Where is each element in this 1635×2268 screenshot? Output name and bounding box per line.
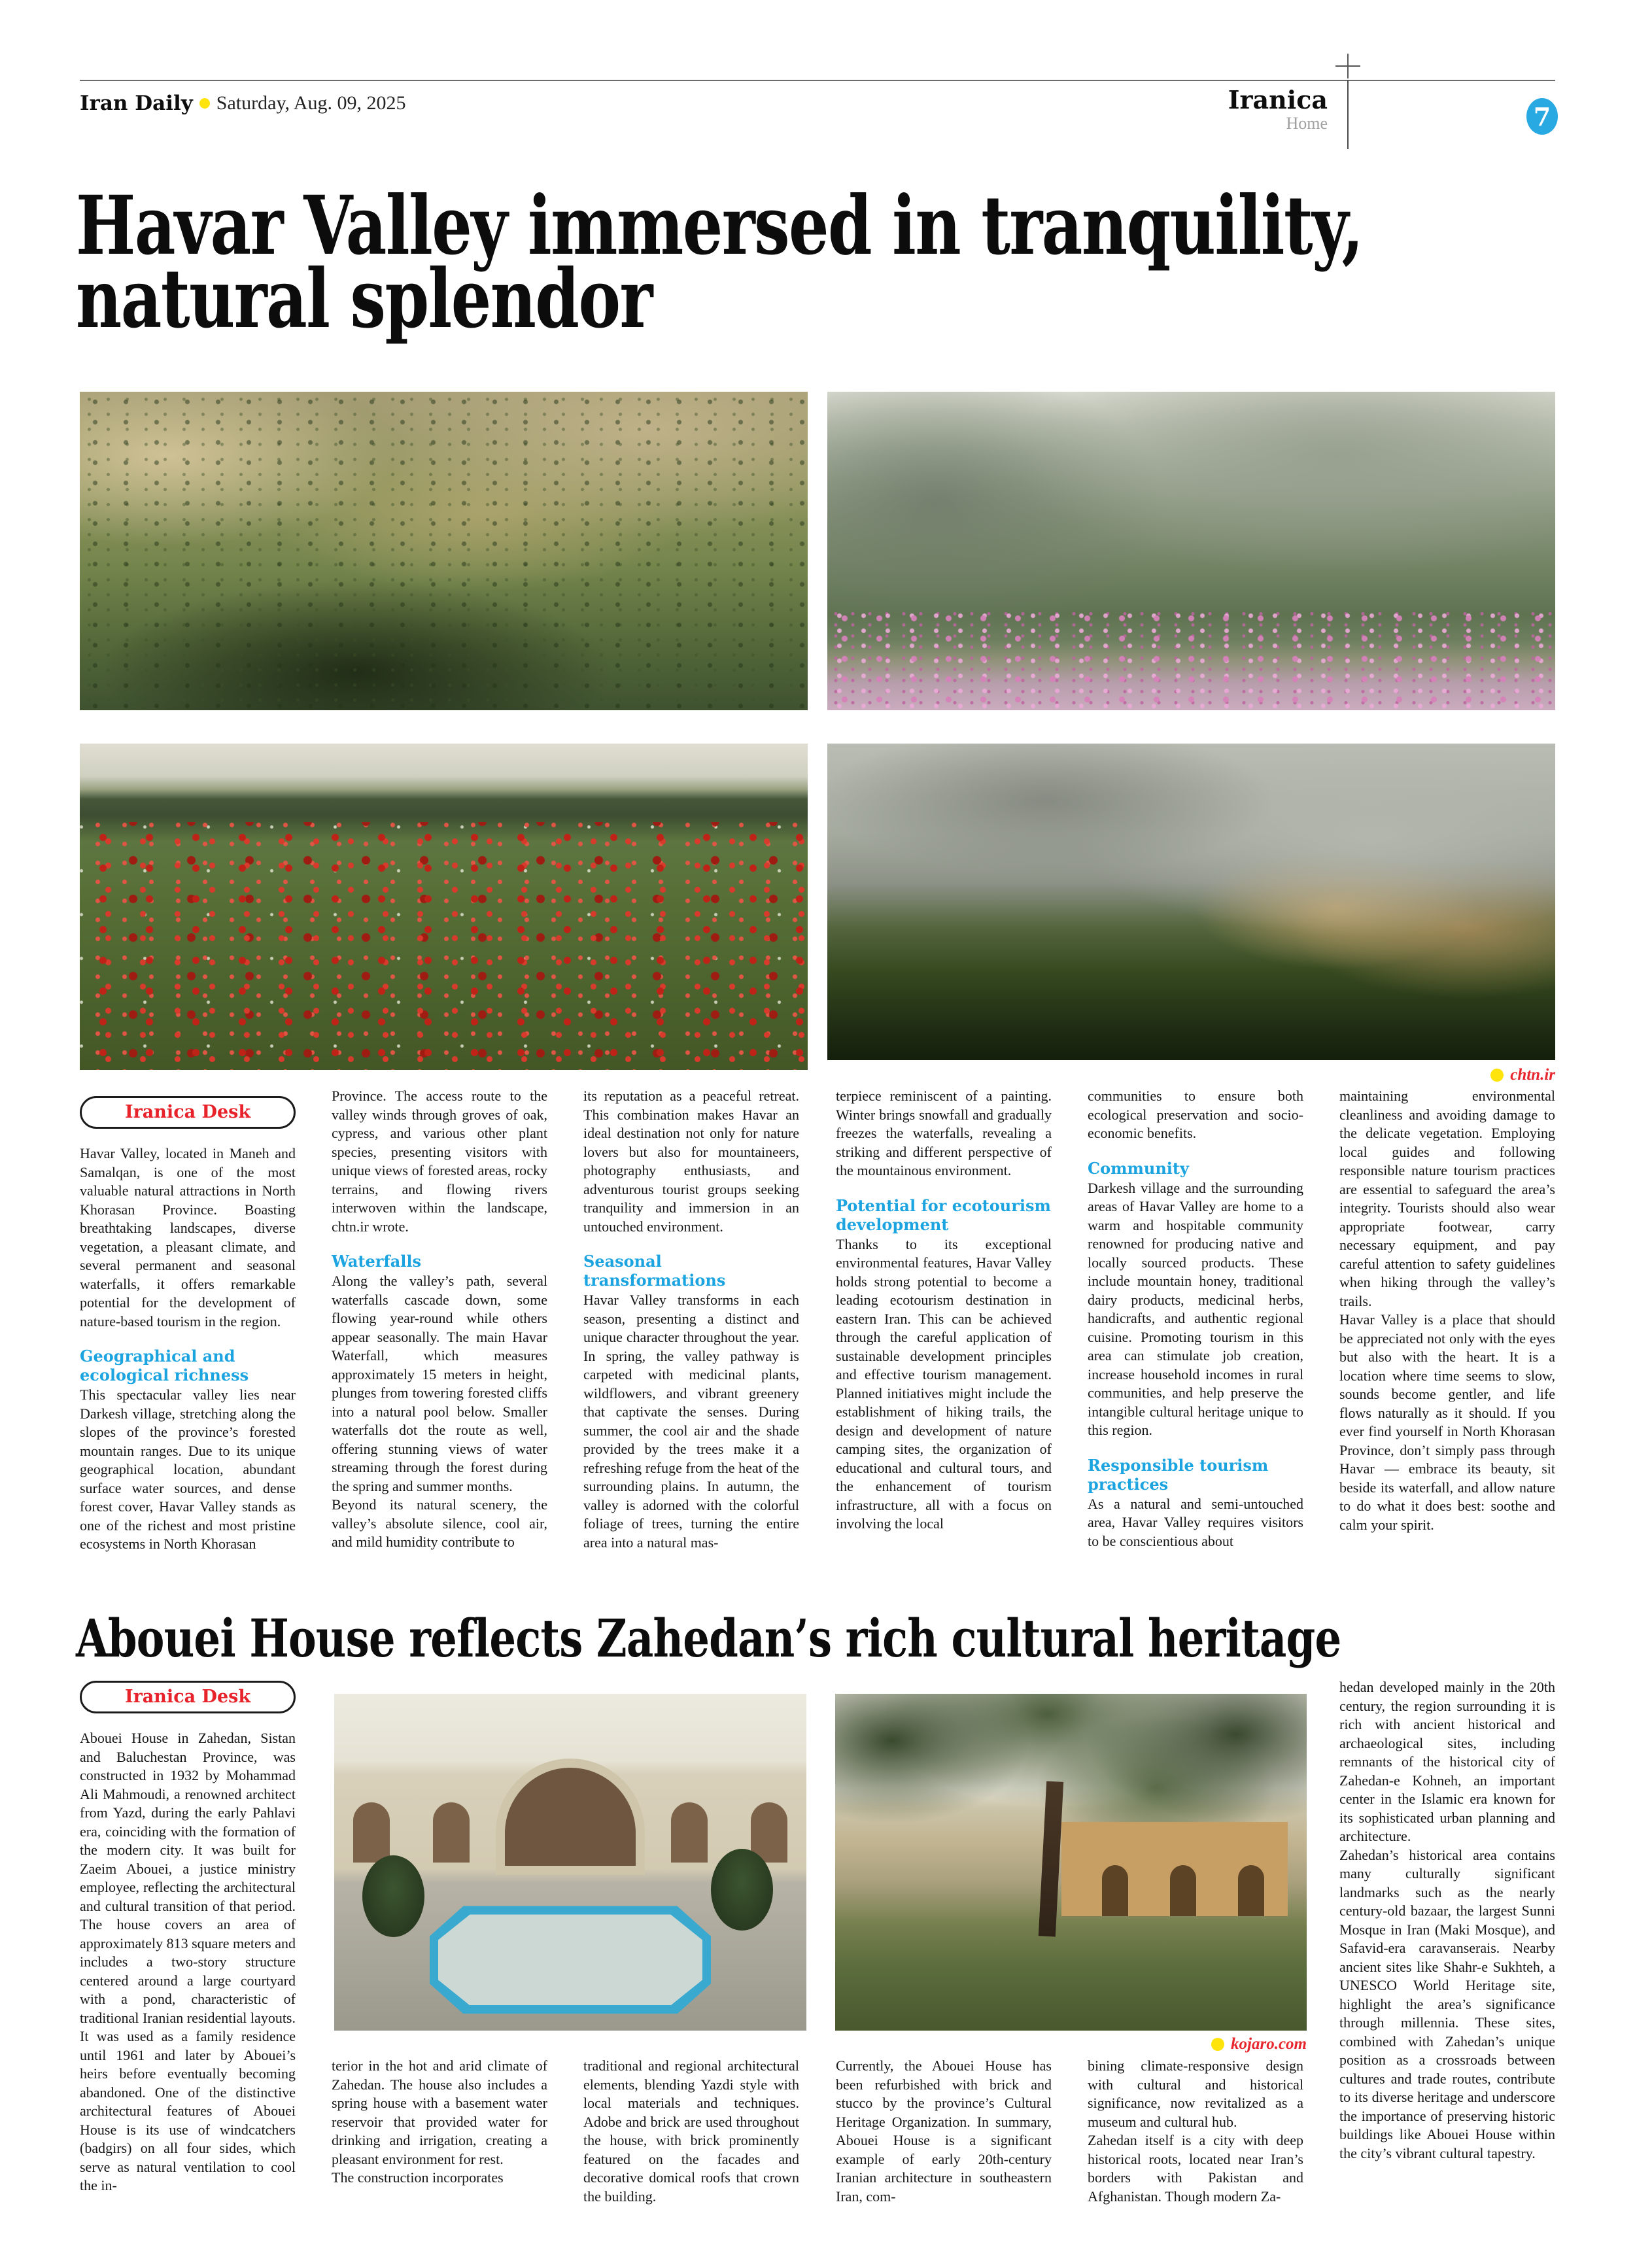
body-paragraph: Zahedan’s historical area contains many culturally significant landmarks such as the nearly century-old bazaar, the largest Sunni Mosque in Iran (Maki Mosque), and Safavid-era caravanserais. Nearby ancient sites like Shahr-e Sukhteh, a UNESCO World Heritage site, highlight the area’s significance through millennia. These sites, combined with Zahedan’s unique position as a crossroads between cultures and trade routes, contribute to its diverse heritage and underscore the importance of preserving historic buildings like Abouei House within the city’s vibrant cultural tapestry. — [1339, 1846, 1555, 2161]
article2-column-3 — [583, 2057, 799, 2206]
body-paragraph: Abouei House in Zahedan, Sistan and Baluchestan Province, was constructed in 1932 by Mohammad Ali Mahmoudi, a renowned architect from Yazd, during the early Pahlavi era, coinciding with the formation of the modern city. It was built for Zaeim Abouei, a justice ministry employee, reflecting the architectural and cultural transition of that period. The house covers an area of approximately 813 square meters and includes a two-story structure centered around a large courtyard with a pond, characteristic of traditional Iranian residential layouts. It was used as a family residence until 1961 and later by Abouei’s heirs before eventually becoming abandoned. One of the distinctive architectural features of Abouei House is its use of windcatchers (badgirs) on all four sides, which serve as natural ventilation to cool the in- — [80, 1730, 296, 2193]
arch-shape — [671, 1802, 708, 1863]
arch-shape — [433, 1802, 470, 1863]
article1-column-6 — [1339, 1087, 1555, 1534]
iranica-desk-badge — [80, 1096, 296, 1129]
body-paragraph: Thanks to its exceptional environmental features, Havar Valley holds strong potential to become a leading ecotourism destination in eastern Iran. This can be achieved through the careful application of sustainable development principles and effective tourism management. Planned initiatives might include the establishment of hiking trails, the design and development of nature camping sites, the organization of educational and cultural tours, and the enhancement of tourism infrastructure, all with a focus on involving the local — [836, 1235, 1052, 1532]
article1-headline — [76, 179, 1363, 347]
article1-column-5 — [1088, 1087, 1303, 1551]
body-paragraph: Zahedan itself is a city with deep historical roots, located near Iran’s borders with Pakistan and Afghanistan. Though modern Za- — [1088, 2132, 1303, 2205]
body-paragraph: Along the valley’s path, several waterfalls cascade down, some flowing year-round while others appear seasonally. The main Havar Waterfall, which measures approximately 15 meters in height, plunges from towering forested cliffs into a natural pool below. Smaller waterfalls dot the route as well, offering stunning views of water streaming through the forest during the spring and summer months. — [332, 1273, 547, 1494]
photo-credit-text: chtn.ir — [1510, 1066, 1555, 1084]
body-paragraph: Havar Valley, located in Maneh and Samalqan, is one of the most valuable natural attractions in North Khorasan Province. Boasting breathtaking landscapes, diverse vegetation, a pleasant climate, and several permanent and seasonal waterfalls, it offers remarkable potential for the development of nature-based tourism in the region. — [80, 1145, 296, 1330]
body-paragraph: Darkesh village and the surrounding areas of Havar Valley are home to a warm and hospitable community renowned for producing native and locally sourced products. These include mountain honey, traditional dairy products, medicinal herbs, handicrafts, and authentic regional cuisine. Promoting tourism in this area can stimulate job creation, increase household incomes in rural communities, and help preserve the intangible cultural heritage unique to this region. — [1088, 1179, 1303, 1438]
yellow-dot-icon — [1211, 2038, 1224, 2051]
photo-flower-layer — [827, 608, 1555, 710]
section-header — [1228, 86, 1328, 133]
photo-credit-text: kojaro.com — [1231, 2035, 1307, 2053]
photo-poppy-field — [80, 744, 808, 1070]
article1-column-3 — [583, 1087, 799, 1552]
article1-column-1 — [80, 1096, 296, 1554]
photo-abouei-garden — [835, 1694, 1307, 2031]
section-subhead: Seasonal transformations — [583, 1252, 726, 1290]
photo-mountain-flowers — [827, 392, 1555, 710]
article2-column-4 — [836, 2057, 1052, 2206]
section-subhead: Potential for ecotourism development — [836, 1195, 1051, 1234]
article2-column-2 — [332, 2057, 547, 2188]
headline-line-2: natural splendor — [76, 252, 652, 347]
article1-column-2 — [332, 1087, 547, 1552]
door-shape — [1170, 1865, 1196, 1916]
header-divider — [1347, 80, 1349, 149]
article2-column-6 — [1339, 1678, 1555, 2163]
desk-badge-label: Iranica Desk — [124, 1101, 251, 1122]
body-paragraph: hedan developed mainly in the 20th century, the region surrounding it is rich with ancient historical and archaeological sites, including remnants of the historical city of Zahedan-e Kohneh, an important center in the Islamic era known for its sophisticated urban planning and architecture. — [1339, 1679, 1555, 1844]
body-paragraph: This spectacular valley lies near Darkesh village, stretching along the slopes of the province’s forested mountain ranges. Due to its unique geographical location, abundant surface water sources, and dense forest cover, Havar Valley stands as one of the richest and most pristine ecosystems in North Khorasan — [80, 1386, 296, 1552]
body-paragraph: terior in the hot and arid climate of Zahedan. The house also includes a spring house with a basement water reservoir that provided water for drinking and irrigation, creating a pleasant environment for rest. — [332, 2057, 547, 2167]
section-title: Iranica — [1228, 85, 1328, 114]
article2-headline: Abouei House reflects Zahedan’s rich cultural heritage — [76, 1607, 1341, 1669]
header-rule — [80, 80, 1555, 81]
body-paragraph: bining climate-responsive design with cultural and historical significance, now revitalized as a museum and cultural hub. — [1088, 2057, 1303, 2130]
yellow-dot-icon — [1490, 1069, 1504, 1082]
iwan-arch-shape — [505, 1768, 636, 1866]
photo-valley-dusk — [827, 744, 1555, 1060]
headline-line-1: Havar Valley immersed in tranquility, — [76, 179, 1363, 273]
body-paragraph: Currently, the Abouei House has been refurbished with brick and stucco by the province’s Cultural Heritage Organization. In summary, Abouei House is a significant example of early 20th-century Iranian architecture in southeastern Iran, com- — [836, 2057, 1052, 2205]
section-subtitle: Home — [1286, 114, 1328, 133]
photo-havar-canyon — [80, 392, 808, 710]
section-subhead: Community — [1088, 1158, 1189, 1178]
page-number-badge: 7 — [1526, 98, 1558, 135]
article2-column-1 — [80, 1681, 296, 2195]
body-paragraph: As a natural and semi-untouched area, Havar Valley requires visitors to be conscientious about — [1088, 1495, 1303, 1549]
section-subhead: Geographical and ecological richness — [80, 1347, 249, 1384]
desk-badge-label: Iranica Desk — [124, 1686, 251, 1707]
arch-shape — [353, 1802, 390, 1863]
pond-shape — [430, 1906, 711, 2014]
photo-credit-article1 — [827, 1066, 1555, 1084]
body-paragraph: communities to ensure both ecological preservation and socio-economic benefits. — [1088, 1088, 1303, 1141]
section-subhead: Waterfalls — [332, 1252, 422, 1271]
body-paragraph: Havar Valley transforms in each season, presenting a distinct and unique character throughout the year. In spring, the valley pathway is carpeted with medicinal plants, wildflowers, and vibrant greenery that captivate the senses. During summer, the cool air and the shade provided by the trees make it a refreshing refuge from the heat of the surrounding plains. In autumn, the valley is adorned with the colorful foliage of trees, turning the entire area into a natural mas- — [583, 1292, 799, 1551]
body-paragraph: terpiece reminiscent of a painting. Winter brings snowfall and gradually freezes the waterfalls, revealing a striking and different perspective of the mountainous environment. — [836, 1088, 1052, 1178]
article2-column-5 — [1088, 2057, 1303, 2206]
body-paragraph: Havar Valley is a place that should be appreciated not only with the eyes but also with the heart. It is a location where time seems to slow, sounds become gentler, and life flows naturally as it should. If you ever find yourself in North Khorasan Province, don’t simply pass through Havar — embrace its beauty, sit beside its waterfall, and allow nature to do what it does best: soothe and calm your spirit. — [1339, 1311, 1555, 1533]
brand-name: Iran Daily — [80, 92, 193, 115]
photo-poppy-layer — [80, 822, 808, 1070]
yellow-dot-icon — [199, 98, 210, 109]
section-subhead: Responsible tourism practices — [1088, 1455, 1269, 1494]
body-paragraph: traditional and regional architectural elements, blending Yazdi style with local materials and techniques. Adobe and brick are used throughout the house, with brick prominently featured on the facades and decorative domical roofs that crown the building. — [583, 2057, 799, 2205]
tree-trunk-shape — [1039, 1781, 1063, 1936]
photo-credit-article2 — [835, 2035, 1307, 2053]
door-shape — [1102, 1865, 1128, 1916]
shrub-shape — [362, 1855, 424, 1937]
building-wall-shape — [1061, 1822, 1288, 1916]
issue-date: Saturday, Aug. 09, 2025 — [216, 92, 406, 114]
body-paragraph: Province. The access route to the valley winds through groves of oak, cypress, and various other plant species, presenting visitors with unique views of forested areas, rocky terrains, and flowing rivers interwoven within the landscape, chtn.ir wrote. — [332, 1088, 547, 1235]
body-paragraph: The construction incorporates — [332, 2169, 504, 2186]
pond-water-shape — [438, 1914, 702, 2005]
body-paragraph: its reputation as a peaceful retreat. This combination makes Havar an ideal destination not only for nature lovers but also for mountaineers, photography enthusiasts, and adventurous tourist groups seeking tranquility and immersion in an untouched environment. — [583, 1088, 799, 1235]
body-paragraph: Beyond its natural scenery, the valley’s absolute silence, cool air, and mild humidity contribute to — [332, 1496, 547, 1550]
photo-abouei-courtyard — [334, 1694, 806, 2031]
photo-texture-layer — [80, 392, 808, 710]
iranica-desk-badge — [80, 1681, 296, 1713]
body-paragraph: maintaining environmental cleanliness and avoiding damage to the delicate vegetation. Employing local guides and following responsible nature tourism practices are essential to safeguard the area’s integrity. Tourists should also wear appropriate footwear, carry necessary equipment, and pay careful attention to safety guidelines when hiking through the valley’s trails. — [1339, 1088, 1555, 1309]
shrub-shape — [711, 1849, 773, 1931]
door-shape — [1238, 1865, 1264, 1916]
article1-column-4 — [836, 1087, 1052, 1534]
masthead — [80, 92, 406, 115]
crosshair-icon — [1335, 54, 1360, 78]
